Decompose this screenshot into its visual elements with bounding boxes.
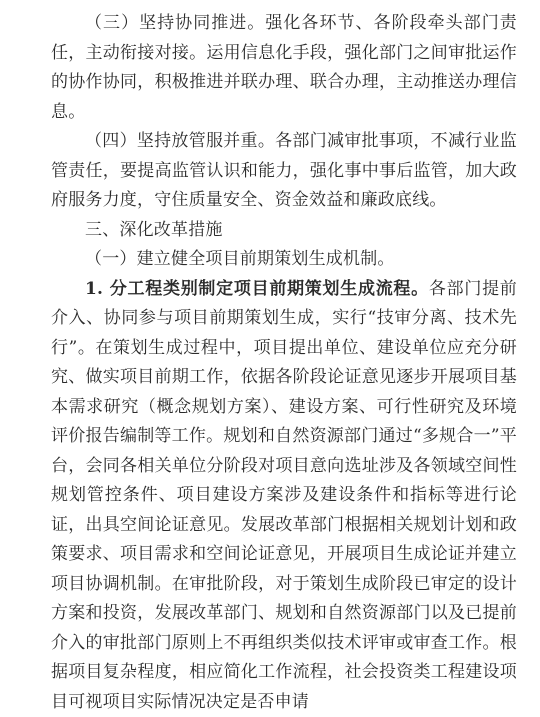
subsection-heading-project-planning: （一）建立健全项目前期策划生成机制。 [51, 245, 517, 275]
paragraph-item-1 [51, 275, 517, 717]
paragraph-balanced-regulation: （四）坚持放管服并重。各部门减审批事项，不减行业监管责任，要提高监管认识和能力，强化事中事后监管，加大政府服务力度，守住质量安全、资金效益和廉政底线。 [51, 127, 517, 216]
paragraph-coordinated-advancement: （三）坚持协同推进。强化各环节、各阶段牵头部门责任，主动衔接对接。运用信息化手段，强化部门之间审批运作的协作协同，积极推进并联办理、联合办理，主动推送办理信息。 [51, 9, 517, 127]
item-1-heading: 1. 分工程类别制定项目前期策划生成流程。 [85, 279, 429, 299]
document-body [51, 9, 517, 717]
section-heading-reform-measures: 三、深化改革措施 [51, 216, 517, 246]
item-1-body: 各部门提前介入、协同参与项目前期策划生成，实行“技审分离、技术先行”。在策划生成过程中，项目提出单位、建设单位应充分研究、做实项目前期工作，依据各阶段论证意见逐步开展项目基本需求研究（概念规划方案）、建设方案、可行性研究及环境评价报告编制等工作。规划和自然资源部门通过“多规合一”平台，会同各相关单位分阶段对项目意向选址涉及各领域空间性规划管控条件、项目建设方案涉及建设条件和指标等进行论证，出具空间论证意见。发展改革部门根据相关规划计划和政策要求、项目需求和空间论证意见，开展项目生成论证并建立项目协调机制。在审批阶段，对于策划生成阶段已审定的设计方案和投资，发展改革部门、规划和自然资源部门以及已提前介入的审批部门原则上不再组织类似技术评审或审查工作。根据项目复杂程度，相应简化工作流程，社会投资类工程建设项目可视项目实际情况决定是否申请 [51, 279, 517, 712]
